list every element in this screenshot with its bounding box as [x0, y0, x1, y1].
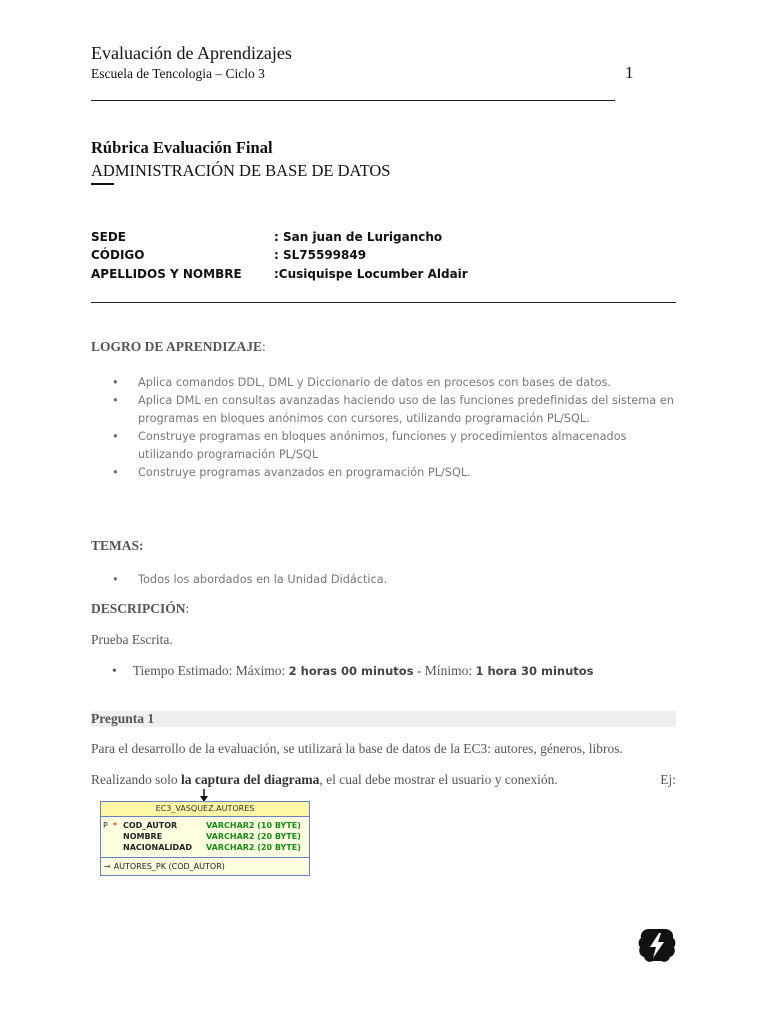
rubric-title: Rúbrica Evaluación Final	[91, 138, 273, 157]
logro-heading-colon: :	[262, 339, 266, 354]
er-column-row	[101, 820, 309, 831]
para2-suffix: , el cual debe mostrar el usuario y conexión.	[319, 772, 558, 787]
time-min: 1 hora 30 minutos	[475, 664, 594, 678]
logro-list	[112, 374, 682, 482]
list-item-text: Construye programas avanzados en programación PL/SQL.	[138, 466, 471, 479]
temas-heading: TEMAS:	[91, 538, 144, 553]
logro-heading	[91, 339, 266, 355]
list-item-text: Aplica comandos DDL, DML y Diccionario de datos en procesos con bases de datos.	[138, 376, 611, 389]
temas-list	[112, 571, 682, 589]
er-column-type: VARCHAR2 (20 BYTE)	[206, 843, 301, 852]
bullet-icon: •	[112, 394, 119, 407]
time-prefix: Tiempo Estimado: Máximo:	[132, 663, 289, 678]
header-divider	[91, 100, 615, 101]
er-index-row	[101, 857, 309, 875]
info-value-nombre: :Cusiquispe Locumber Aldair	[274, 267, 468, 281]
course-title: ADMINISTRACIÓN DE BASE DE DATOS	[91, 161, 391, 180]
para2-end: Ej:	[660, 772, 676, 787]
list-item	[112, 428, 682, 464]
descripcion-heading-text: DESCRIPCIÓN	[91, 601, 186, 616]
bullet-icon: •	[112, 663, 117, 678]
er-table-name: EC3_VASQUEZ.AUTORES	[101, 802, 309, 817]
time-separator: - Mínimo:	[413, 663, 476, 678]
logro-heading-text: LOGRO DE APRENDIZAJE	[91, 339, 263, 354]
time-estimate	[112, 663, 594, 679]
bullet-icon: •	[112, 466, 119, 479]
list-item-text: Construye programas en bloques anónimos, funciones y procedimientos almacenados utilizando programación PL/SQL	[138, 430, 627, 461]
er-column-type: VARCHAR2 (10 BYTE)	[206, 821, 301, 830]
er-column-type: VARCHAR2 (20 BYTE)	[206, 832, 301, 841]
er-pk-marker: P	[103, 821, 108, 830]
para2-prefix: Realizando solo	[91, 772, 181, 787]
er-column-row	[101, 842, 309, 853]
er-column-name: NOMBRE	[123, 832, 163, 841]
bullet-icon: •	[112, 376, 119, 389]
er-index-name: AUTORES_PK (COD_AUTOR)	[113, 862, 225, 871]
er-column-name: COD_AUTOR	[123, 821, 178, 830]
er-diagram-table	[100, 801, 310, 876]
er-column-name: NACIONALIDAD	[123, 843, 192, 852]
list-item	[112, 374, 682, 392]
er-required-marker: *	[113, 821, 117, 830]
page-number: 1	[625, 63, 634, 82]
header-subtitle: Escuela de Tencologia – Ciclo 3	[91, 66, 265, 81]
info-label-sede: SEDE	[91, 230, 126, 244]
info-label-nombre: APELLIDOS Y NOMBRE	[91, 267, 242, 281]
list-item	[112, 464, 682, 482]
question-heading-bar	[91, 711, 676, 727]
list-item-text: Todos los abordados en la Unidad Didáctica.	[138, 573, 388, 586]
question-title: Pregunta 1	[91, 711, 155, 726]
question-paragraph-1: Para el desarrollo de la evaluación, se utilizará la base de datos de la EC3: autores, géneros, libros.	[91, 741, 623, 756]
list-item-text: Aplica DML en consultas avanzadas haciendo uso de las funciones predefinidas del sistema en programas en bloques anónimos con cursores, utilizando programación PL/SQL.	[138, 394, 674, 425]
bullet-icon: •	[112, 430, 119, 443]
header-title: Evaluación de Aprendizajes	[91, 43, 292, 63]
info-value-codigo: : SL75599849	[274, 248, 367, 262]
descripcion-heading	[91, 601, 189, 617]
descripcion-text: Prueba Escrita.	[91, 632, 173, 647]
time-max: 2 horas 00 minutos	[288, 664, 414, 678]
list-item	[112, 571, 682, 589]
lightning-brain-icon	[637, 925, 677, 965]
info-divider	[91, 302, 676, 303]
question-paragraph-2	[91, 772, 676, 788]
list-item	[112, 392, 682, 428]
title-underline	[91, 183, 114, 185]
info-value-sede: : San juan de Lurigancho	[274, 230, 443, 244]
descripcion-heading-colon: :	[185, 601, 190, 616]
para2-bold: la captura del diagrama	[180, 772, 320, 787]
bullet-icon: •	[112, 573, 119, 586]
info-label-codigo: CÓDIGO	[91, 248, 145, 262]
key-icon: ⊸	[104, 862, 111, 871]
er-column-row	[101, 831, 309, 842]
